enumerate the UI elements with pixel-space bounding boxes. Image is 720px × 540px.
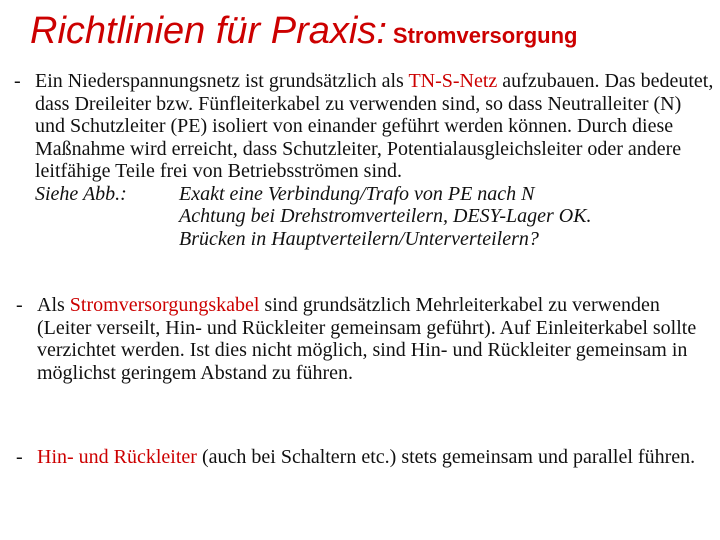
bullet-text xyxy=(35,70,714,251)
highlight-tn-s-netz: TN-S-Netz xyxy=(408,70,498,92)
siehe-abb-block xyxy=(35,183,714,251)
slide-title-sub: Stromversorgung xyxy=(392,23,578,48)
bullet-text xyxy=(37,294,706,384)
slide-title-main: Richtlinien für Praxis: xyxy=(30,10,387,52)
bullet-dash: - xyxy=(16,446,23,468)
bullet-stromversorgungskabel xyxy=(16,294,706,384)
bullet-tn-s-netz xyxy=(14,70,714,251)
bullet-hin-rueckleiter xyxy=(16,446,706,469)
highlight-stromversorgungskabel: Stromversorgungskabel xyxy=(69,294,260,316)
bullet-dash: - xyxy=(16,294,23,316)
bullet-text-post: aufzubauen. Das bedeutet, dass Dreileiter bzw. Fünfleiterkabel zu verwenden sind, so dass Neutralleiter (N) und Schutzleiter (PE) isoliert von einander geführt werden können. Durch diese Maßnahme wird erreicht, dass Schutzleiter, Potentialausgleichsleiter oder andere leitfähige Teile frei von Betriebsströmen sind. xyxy=(35,70,714,182)
slide-title xyxy=(30,10,578,53)
siehe-abb-label: Siehe Abb.: xyxy=(35,182,127,205)
siehe-line-2: Achtung bei Drehstromverteilern, DESY-Lager OK. xyxy=(179,205,592,227)
bullet-text-post: (auch bei Schaltern etc.) stets gemeinsam und parallel führen. xyxy=(196,446,696,468)
siehe-line-3: Brücken in Hauptverteilern/Unterverteilern? xyxy=(179,227,539,250)
bullet-dash: - xyxy=(14,70,21,92)
bullet-text-pre: Ein Niederspannungsnetz ist grundsätzlich als xyxy=(35,70,409,92)
highlight-hin-rueckleiter: Hin- und Rückleiter xyxy=(37,446,197,468)
bullet-text xyxy=(37,446,706,469)
bullet-text-pre: Als xyxy=(37,294,70,316)
siehe-line-1: Exakt eine Verbindung/Trafo von PE nach N xyxy=(179,182,535,205)
bullet-text-post: sind grundsätzlich Mehrleiterkabel zu verwenden (Leiter verseilt, Hin- und Rückleiter gemeinsam geführt). Auf Einleiterkabel sollte verzichtet werden. Ist dies nicht möglich, sind Hin- und Rückleiter gemeinsam in möglichst geringem Abstand zu führen. xyxy=(37,294,697,384)
